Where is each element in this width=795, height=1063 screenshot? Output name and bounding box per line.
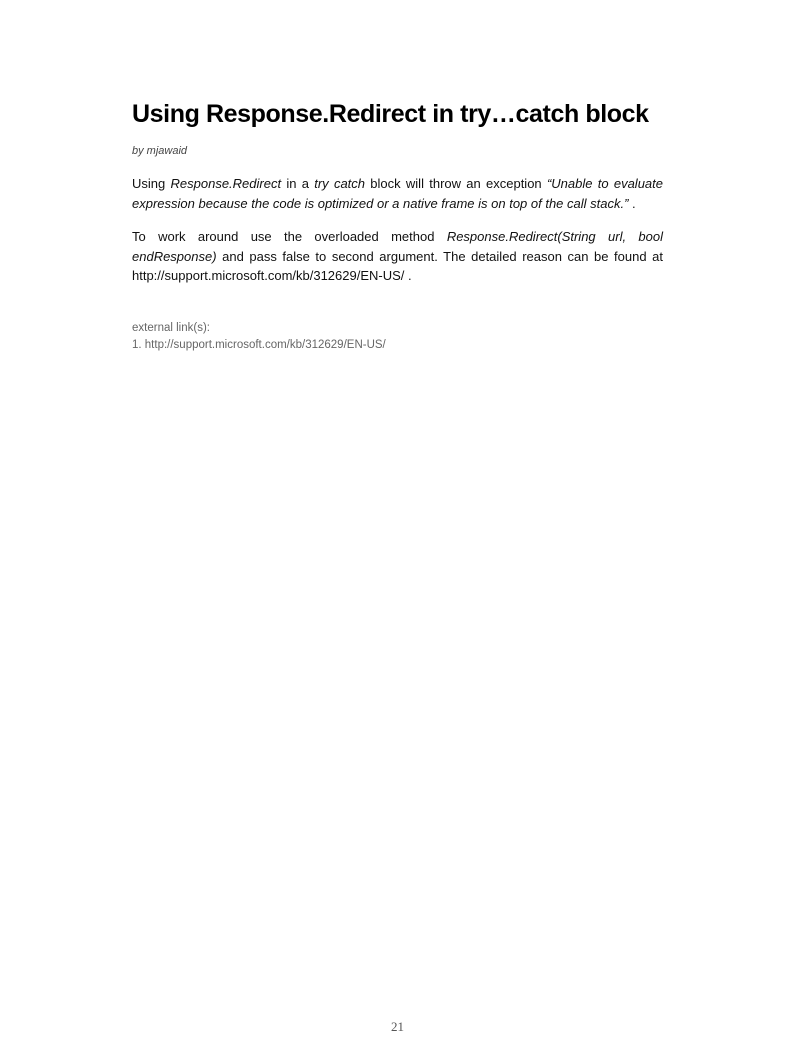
p2-method-signature: Response.Redirect(String url, bool endResponse)	[132, 229, 663, 264]
p1-text-2: in a	[281, 176, 315, 191]
p1-emphasis-1: Response.Redirect	[170, 176, 282, 191]
article	[132, 98, 663, 354]
paragraph-2	[132, 227, 663, 286]
p2-text-1: To work around use the overloaded method	[132, 229, 447, 244]
p1-emphasis-2: try catch	[314, 176, 366, 191]
p1-text-1: Using	[132, 176, 171, 191]
article-author: by mjawaid	[132, 145, 188, 157]
external-link-1[interactable]: 1. http://support.microsoft.com/kb/312629/EN-US/	[132, 338, 386, 351]
p1-text-4: .	[628, 195, 636, 211]
paragraph-1	[132, 174, 663, 213]
external-links-heading: external link(s):	[132, 321, 210, 334]
p1-quote: “Unable to evaluate expression because the code is optimized or a native frame is on top of the call stack.”	[132, 176, 663, 211]
p1-text-3: block will throw an exception	[365, 176, 547, 191]
page-number: 21	[391, 1019, 404, 1034]
article-title: Using Response.Redirect in try…catch block	[132, 100, 649, 128]
external-links	[132, 320, 663, 354]
p2-text-2: and pass false to second argument. The detailed reason can be found at http://support.microsoft.com/kb/312629/EN-US/ .	[132, 248, 663, 283]
